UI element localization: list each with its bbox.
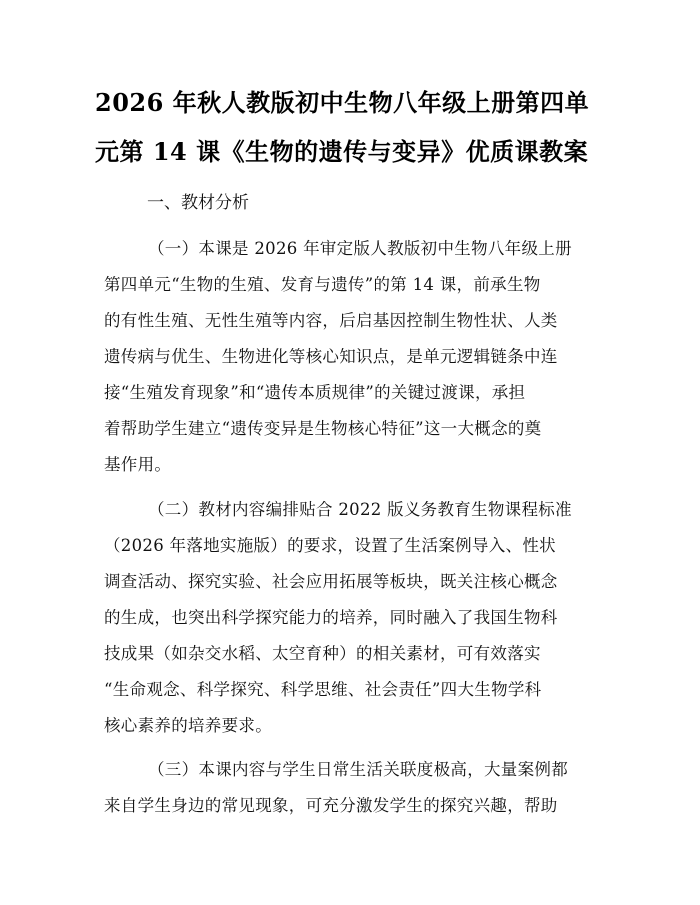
paragraph-line: 来自学生身边的常见现象，可充分激发学生的探究兴趣，帮助 (104, 796, 558, 815)
paragraph-line: “生命观念、科学探究、科学思维、社会责任”四大生物学科 (104, 680, 542, 699)
paragraph-line: （2026 年落地实施版）的要求，设置了生活案例导入、性状 (104, 536, 556, 555)
paragraph-line: 遗传病与优生、生物进化等核心知识点，是单元逻辑链条中连 (104, 347, 558, 366)
paragraph-3 (104, 752, 614, 824)
paragraph-line: 第四单元“生物的生殖、发育与遗传”的第 14 课，前承生物 (104, 275, 541, 294)
paragraph-2 (104, 492, 614, 744)
paragraph-1 (104, 231, 614, 483)
paragraph-line: （一）本课是 2026 年审定版人教版初中生物八年级上册 (148, 239, 572, 258)
paragraph-line: 调查活动、探究实验、社会应用拓展等板块，既关注核心概念 (104, 572, 558, 591)
paragraph-line: 着帮助学生建立“遗传变异是生物核心特征”这一大概念的奠 (104, 419, 542, 438)
paragraph-line: 核心素养的培养要求。 (104, 716, 272, 735)
paragraph-line: （二）教材内容编排贴合 2022 版义务教育生物课程标准 (148, 500, 572, 519)
paragraph-line: 接“生殖发育现象”和“遗传本质规律”的关键过渡课，承担 (104, 383, 526, 402)
paragraph-line: （三）本课内容与学生日常生活关联度极高，大量案例都 (148, 760, 568, 779)
paragraph-line: 的有性生殖、无性生殖等内容，后启基因控制生物性状、人类 (104, 311, 558, 330)
paragraph-line: 的生成，也突出科学探究能力的培养，同时融入了我国生物科 (104, 608, 558, 627)
paragraph-line: 基作用。 (104, 455, 172, 474)
document-title-line-1: 2026 年秋人教版初中生物八年级上册第四单 (95, 88, 590, 117)
document-title-line-2: 元第 14 课《生物的遗传与变异》优质课教案 (95, 137, 589, 166)
section-heading: 一、教材分析 (147, 193, 249, 213)
paragraph-line: 技成果（如杂交水稻、太空育种）的相关素材，可有效落实 (104, 644, 541, 663)
